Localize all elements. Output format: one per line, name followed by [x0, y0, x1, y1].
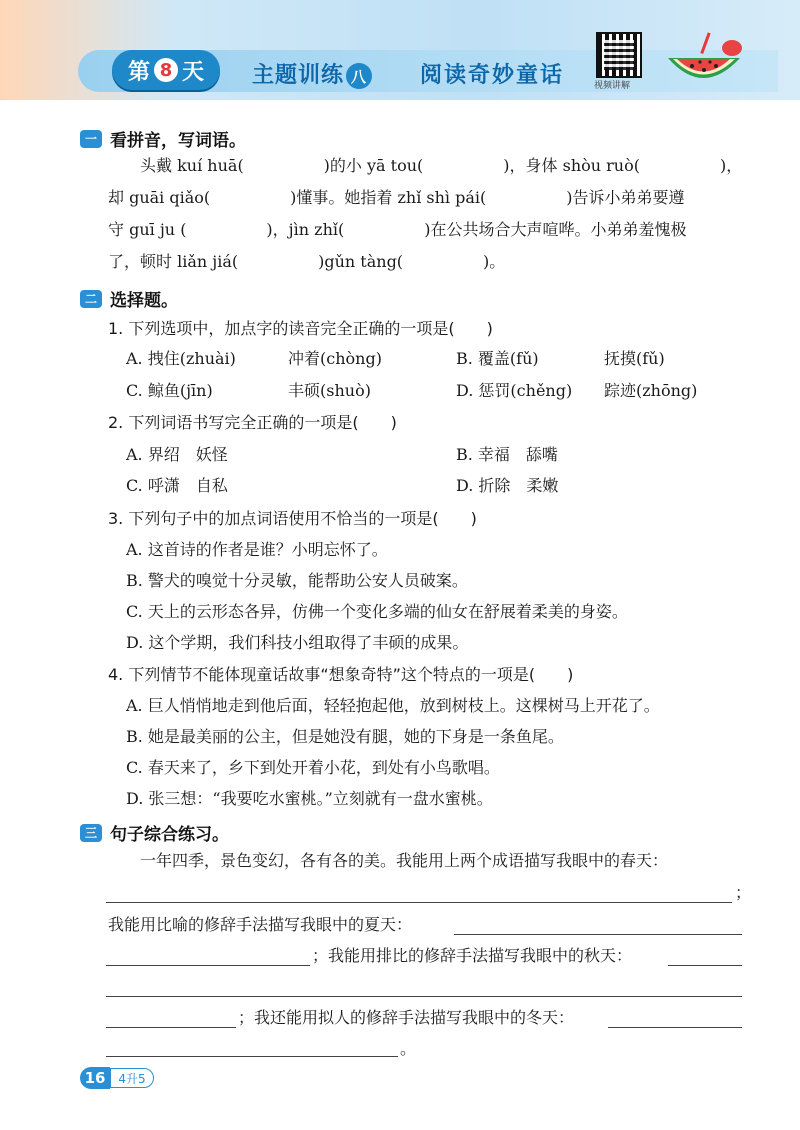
q1-option-a2: 冲着(chòng)	[288, 349, 382, 368]
watermelon-icon	[660, 28, 746, 92]
winter-answer-line-1[interactable]	[608, 1027, 742, 1028]
section-number-icon: 三	[80, 824, 102, 842]
semicolon: ；	[735, 883, 752, 902]
q2-option-c[interactable]: C. 呼潇 自私	[126, 476, 228, 495]
page-number: 16	[80, 1067, 110, 1089]
q2-option-a[interactable]: A. 界绍 妖怪	[126, 445, 228, 464]
pinyin-line-2: 却 guāi qiǎo( )懂事。她指着 zhǐ shì pái( )告诉小弟弟要遵	[108, 188, 685, 207]
winter-answer-line-2[interactable]	[106, 1056, 398, 1057]
pinyin-line-3: 守 guī ju ( )，jìn zhǐ( )在公共场合大声喧哗。小弟弟羞愧极	[108, 220, 687, 239]
pinyin-line-4: 了，顿时 liǎn jiá( )gǔn tàng( )。	[108, 252, 506, 271]
q3-option-d[interactable]: D. 这个学期，我们科技小组取得了丰硕的成果。	[126, 633, 469, 652]
q3-option-a[interactable]: A. 这首诗的作者是谁？小明忘怀了。	[126, 540, 388, 559]
q1-option-d1[interactable]: D. 惩罚(chěng)	[456, 381, 573, 400]
q3-option-b[interactable]: B. 警犬的嗅觉十分灵敏，能帮助公安人员破案。	[126, 571, 468, 590]
question-2-stem: 2. 下列词语书写完全正确的一项是( )	[108, 413, 397, 432]
q4-option-c[interactable]: C. 春天来了，乡下到处开着小花，到处有小鸟歌唱。	[126, 758, 500, 777]
grade-label: 4升5	[110, 1068, 154, 1088]
day-suffix: 天	[182, 59, 205, 85]
q1-option-b2: 抚摸(fǔ)	[604, 349, 665, 368]
section-1-heading	[80, 126, 246, 151]
autumn-answer-line-3[interactable]	[106, 1027, 236, 1028]
q1-option-c1[interactable]: C. 鲸鱼(jīn)	[126, 381, 213, 400]
pinyin-line-1: 头戴 kuí huā( )的小 yā tou( )，身体 shòu ruò( )，	[140, 156, 743, 175]
period: 。	[400, 1039, 417, 1058]
theme-subtitle: 阅读奇妙童话	[420, 63, 565, 88]
autumn-answer-line-1[interactable]	[668, 965, 742, 966]
spring-prompt: 一年四季，景色变幻，各有各的美。我能用上两个成语描写我眼中的春天：	[140, 851, 669, 870]
theme-title	[252, 58, 372, 89]
theme-title-text: 主题训练	[252, 63, 345, 88]
question-1-stem: 1. 下列选项中，加点字的读音完全正确的一项是( )	[108, 319, 493, 338]
section-3-title: 句子综合练习。	[110, 825, 229, 845]
winter-prompt: ；我还能用拟人的修辞手法描写我眼中的冬天：	[238, 1008, 575, 1027]
theme-number: 八	[346, 63, 372, 89]
q4-option-d[interactable]: D. 张三想：“我要吃水蜜桃。”立刻就有一盘水蜜桃。	[126, 789, 493, 808]
autumn-prompt: ；我能用排比的修辞手法描写我眼中的秋天：	[312, 946, 633, 965]
question-4-stem: 4. 下列情节不能体现童话故事“想象奇特”这个特点的一项是( )	[108, 665, 574, 684]
summer-prompt: 我能用比喻的修辞手法描写我眼中的夏天：	[108, 915, 413, 934]
spring-answer-line[interactable]	[106, 902, 732, 903]
q1-option-a1[interactable]: A. 拽住(zhuài)	[126, 349, 236, 368]
section-2-heading	[80, 286, 178, 311]
page-header	[0, 0, 800, 100]
summer-answer-line-2[interactable]	[106, 965, 310, 966]
qr-label: 视频讲解	[594, 81, 631, 91]
q3-option-c[interactable]: C. 天上的云形态各异，仿佛一个变化多端的仙女在舒展着柔美的身姿。	[126, 602, 628, 621]
qr-code-icon[interactable]	[596, 32, 642, 78]
q2-option-b[interactable]: B. 幸福 舔嘴	[456, 445, 558, 464]
q4-option-a[interactable]: A. 巨人悄悄地走到他后面，轻轻抱起他，放到树枝上。这棵树马上开花了。	[126, 696, 660, 715]
q4-option-b[interactable]: B. 她是最美丽的公主，但是她没有腿，她的下身是一条鱼尾。	[126, 727, 564, 746]
autumn-answer-line-2[interactable]	[106, 996, 742, 997]
question-3-stem: 3. 下列句子中的加点词语使用不恰当的一项是( )	[108, 509, 477, 528]
day-badge	[112, 50, 220, 90]
q2-option-d[interactable]: D. 折除 柔嫩	[456, 476, 559, 495]
day-number: 8	[154, 58, 178, 82]
section-1-title: 看拼音，写词语。	[110, 131, 246, 151]
section-2-title: 选择题。	[110, 291, 178, 311]
day-prefix: 第	[127, 59, 150, 85]
section-3-heading	[80, 820, 229, 845]
summer-answer-line-1[interactable]	[454, 934, 742, 935]
q1-option-c2: 丰硕(shuò)	[288, 381, 371, 400]
section-number-icon: 一	[80, 130, 102, 148]
q1-option-b1[interactable]: B. 覆盖(fǔ)	[456, 349, 539, 368]
section-number-icon: 二	[80, 290, 102, 308]
q1-option-d2: 踪迹(zhōng)	[604, 381, 698, 400]
